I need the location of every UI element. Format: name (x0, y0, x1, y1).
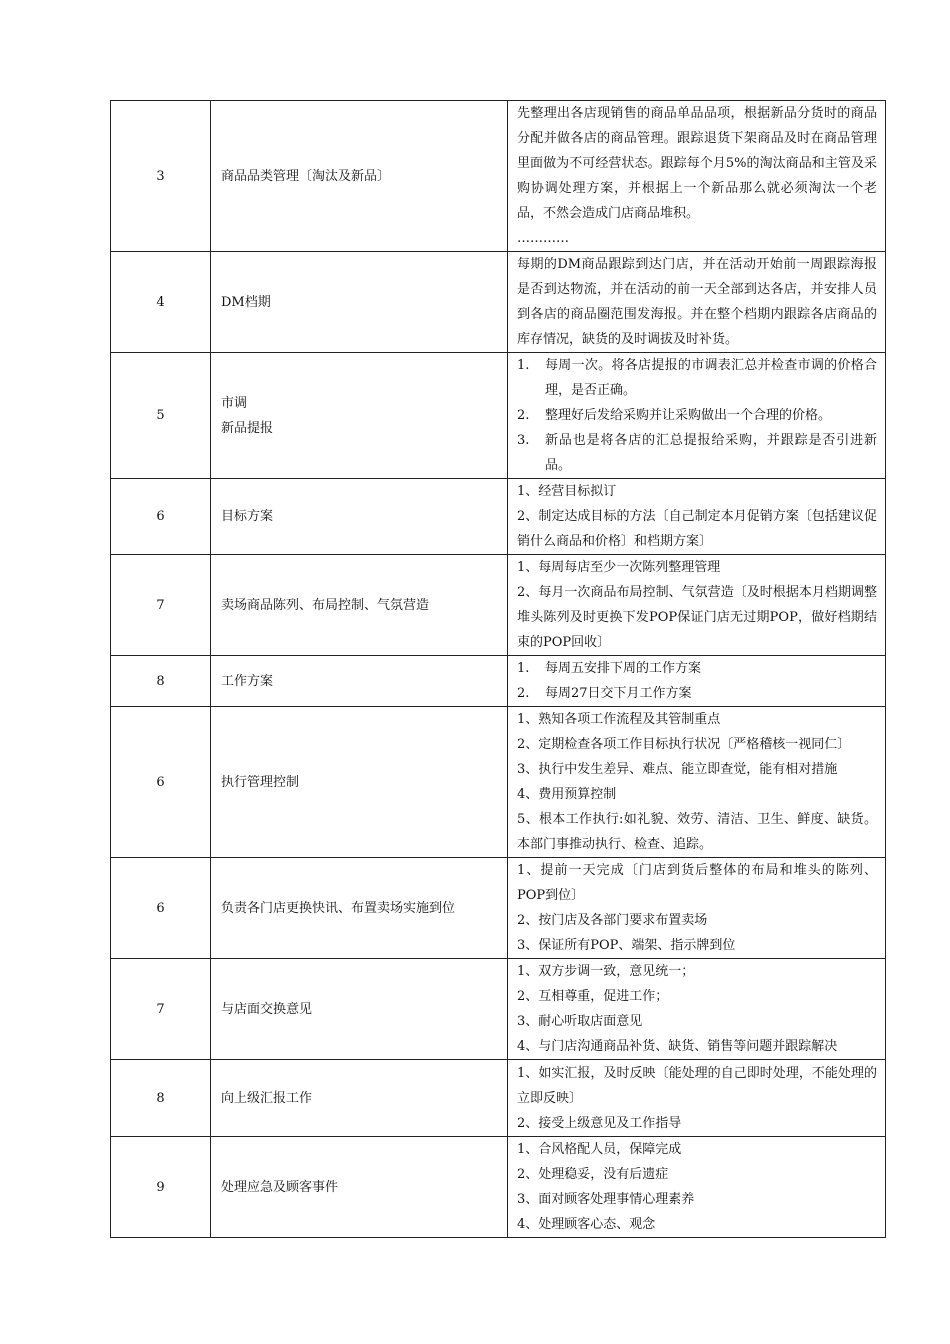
row-number: 6 (111, 707, 211, 858)
work-content (508, 479, 886, 555)
list-item: 4、处理顾客心态、观念 (517, 1217, 656, 1232)
work-content (508, 707, 886, 858)
work-content (508, 1137, 886, 1238)
list-item: 1、如实汇报，及时反映〔能处理的自己即时处理，不能处理的立即反映〕 (517, 1065, 877, 1106)
work-item-line: 市调 (221, 395, 248, 411)
list-item: 5、根本工作执行:如礼貌、效劳、清洁、卫生、鲜度、缺货。本部门事推动执行、检查、追踪。 (517, 812, 877, 852)
list-item: 3、保证所有POP、端架、指示牌到位 (517, 938, 736, 953)
work-item (211, 555, 508, 656)
list-item: 1、双方步调一致，意见统一； (517, 964, 695, 979)
table-row (111, 1137, 886, 1238)
responsibility-table (110, 100, 886, 1238)
table-row (111, 858, 886, 959)
list-item: 1、熟知各项工作流程及其管制重点 (517, 712, 721, 727)
work-item (211, 1060, 508, 1137)
work-item-line: 向上级汇报工作 (221, 1090, 313, 1106)
paragraph: 每期的DM商品跟踪到达门店，并在活动开始前一周跟踪海报是否到达物流，并在活动的前一天全部到达各店，并安排人员到各店的商品圈范围发海报。并在整个档期内跟踪各店商品的库存情况，缺货的及时调拔及时补货。 (517, 257, 877, 347)
work-item (211, 479, 508, 555)
work-item-line: DM档期 (221, 294, 271, 310)
list-item: 3、耐心听取店面意见 (517, 1014, 643, 1029)
row-number: 7 (111, 959, 211, 1060)
work-item (211, 1137, 508, 1238)
work-content (508, 656, 886, 707)
work-item-line: 负责各门店更换快讯、布置卖场实施到位 (221, 900, 456, 916)
list-item: 2、处理稳妥，没有后遗症 (517, 1167, 669, 1182)
item-text: 整理好后发给采购并让采购做出一个合理的价格。 (545, 408, 832, 423)
numbered-item (517, 681, 877, 706)
work-content (508, 858, 886, 959)
row-number: 9 (111, 1137, 211, 1238)
row-number: 5 (111, 353, 211, 479)
row-number: 7 (111, 555, 211, 656)
list-item: 3、面对顾客处理事情心理素养 (517, 1192, 695, 1207)
table-row (111, 353, 886, 479)
list-item: 3、执行中发生差异、难点、能立即查觉，能有相对措施 (517, 762, 838, 777)
row-number: 8 (111, 656, 211, 707)
work-item-line: 工作方案 (221, 673, 274, 689)
work-item-line: 执行管理控制 (221, 774, 300, 790)
work-content (508, 555, 886, 656)
list-item: 1、提前一天完成〔门店到货后整体的布局和堆头的陈列、POP到位〕 (517, 863, 877, 903)
work-item-line: 处理应急及顾客事件 (221, 1179, 339, 1195)
work-content (508, 101, 886, 252)
list-item: 4、费用预算控制 (517, 787, 617, 802)
work-item-line: 与店面交换意见 (221, 1001, 313, 1017)
row-number: 6 (111, 858, 211, 959)
work-item-line: 目标方案 (221, 509, 274, 524)
item-number: 2. (517, 408, 530, 423)
work-item-line: 商品品类管理〔淘汰及新品〕 (221, 168, 391, 184)
row-number: 6 (111, 479, 211, 555)
work-content (508, 252, 886, 353)
list-item: 1、经营目标拟订 (517, 484, 617, 499)
numbered-item (517, 428, 877, 478)
row-number: 3 (111, 101, 211, 252)
work-item-line: 卖场商品陈列、布局控制、气氛营造 (221, 597, 430, 613)
list-item: 2、互相尊重，促进工作； (517, 989, 669, 1004)
list-item: 4、与门店沟通商品补货、缺货、销售等问题并跟踪解决 (517, 1039, 838, 1054)
work-item (211, 656, 508, 707)
table-row (111, 479, 886, 555)
work-item (211, 959, 508, 1060)
paragraph: ………… (517, 231, 569, 246)
work-item (211, 707, 508, 858)
list-item: 1、每周每店至少一次陈列整理管理 (517, 560, 721, 575)
work-item (211, 353, 508, 479)
work-content (508, 959, 886, 1060)
work-item-line: 新品提报 (221, 420, 274, 436)
work-item (211, 858, 508, 959)
list-item: 1、合风格配人员，保障完成 (517, 1142, 682, 1157)
table-row (111, 555, 886, 656)
numbered-item (517, 353, 877, 403)
work-item (211, 252, 508, 353)
list-item: 2、制定达成目标的方法〔自己制定本月促销方案〔包括建议促销什么商品和价格〕和档期方案〕 (517, 509, 877, 549)
row-number: 4 (111, 252, 211, 353)
item-number: 1. (517, 358, 530, 373)
item-number: 2. (517, 686, 530, 701)
table-row (111, 252, 886, 353)
numbered-item (517, 403, 877, 428)
list-item: 2、每月一次商品布局控制、气氛营造〔及时根据本月档期调整堆头陈列及时更换下发POP保证门店无过期POP，做好档期结束的POP回收〕 (517, 585, 877, 650)
numbered-item (517, 656, 877, 681)
work-item (211, 101, 508, 252)
table-row (111, 101, 886, 252)
table-row (111, 1060, 886, 1137)
item-number: 3. (517, 433, 530, 448)
work-content (508, 1060, 886, 1137)
row-number: 8 (111, 1060, 211, 1137)
work-content (508, 353, 886, 479)
list-item: 2、按门店及各部门要求布置卖场 (517, 913, 708, 928)
list-item: 2、接受上级意见及工作指导 (517, 1115, 682, 1131)
item-text: 每周27日交下月工作方案 (545, 686, 692, 701)
table-row (111, 656, 886, 707)
table-body (111, 101, 886, 1238)
item-text: 每周五安排下周的工作方案 (545, 661, 702, 676)
table-row (111, 707, 886, 858)
item-number: 1. (517, 661, 530, 676)
item-text: 新品也是将各店的汇总提报给采购，并跟踪是否引进新品。 (545, 433, 877, 473)
paragraph: 先整理出各店现销售的商品单品品项，根据新品分货时的商品分配并做各店的商品管理。跟踪退货下架商品及时在商品管理里面做为不可经营状态。跟踪每个月5%的淘汰商品和主管及采购协调处理方案，并根据上一个新品那么就必须淘汰一个老品，不然会造成门店商品堆积。 (517, 106, 877, 221)
list-item: 2、定期检查各项工作目标执行状况〔严格稽核一视同仁〕 (517, 737, 851, 752)
item-text: 每周一次。将各店提报的市调表汇总并检查市调的价格合理，是否正确。 (545, 358, 877, 398)
table-row (111, 959, 886, 1060)
